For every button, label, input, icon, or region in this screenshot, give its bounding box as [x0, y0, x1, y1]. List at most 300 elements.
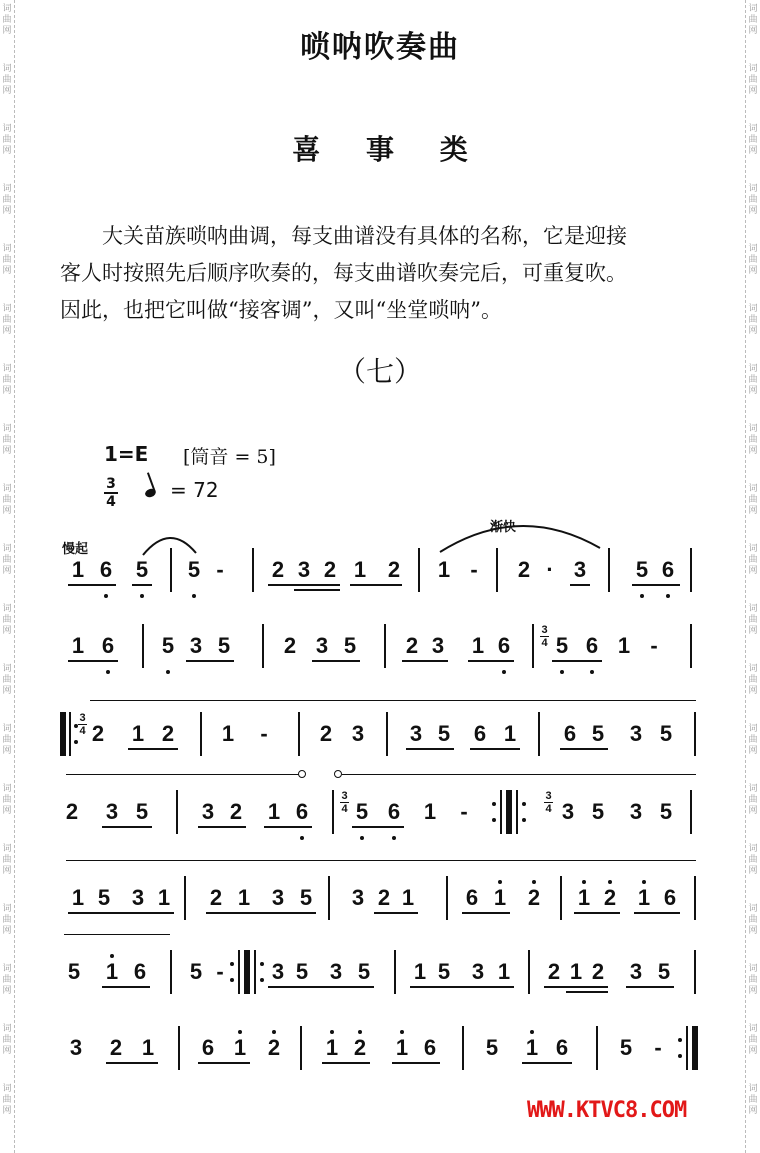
phrase-line [90, 700, 696, 701]
key-signature: 1=E [104, 442, 149, 466]
repeat-barline [244, 950, 250, 994]
beam [552, 660, 602, 662]
beam [560, 748, 608, 750]
low-octave-dot [640, 594, 644, 598]
beam [206, 912, 316, 914]
note: 1 [395, 1035, 409, 1060]
tuning-note: [筒音 = 5] [183, 446, 276, 468]
watermark-text: 词 曲 网 [2, 904, 12, 936]
beam [322, 1062, 370, 1064]
accelerando-annotation: 渐快 [490, 520, 517, 535]
beam [462, 912, 510, 914]
dash: - [460, 799, 468, 824]
note: 5 [187, 557, 201, 582]
note: 3 [471, 959, 485, 984]
repeat-dot [74, 740, 78, 744]
beam [626, 986, 674, 988]
notation-row-2 [60, 624, 700, 694]
repeat-barline [506, 790, 512, 834]
barline [560, 876, 562, 920]
phrase-line [66, 860, 696, 861]
note: 6 [555, 1035, 569, 1060]
note: 5 [295, 959, 309, 984]
note: 2 [91, 721, 105, 746]
high-octave-dot [582, 880, 586, 884]
time-signature-small: 3 4 [541, 624, 548, 649]
beam [102, 826, 152, 828]
watermark-text: 词 曲 网 [748, 964, 758, 996]
note: 6 [295, 799, 309, 824]
dash: - [216, 557, 224, 582]
watermark-text: 词 曲 网 [748, 904, 758, 936]
notation-row-6 [60, 960, 700, 1020]
barline [238, 950, 240, 994]
watermark-text: 词 曲 网 [2, 844, 12, 876]
note: 5 [343, 633, 357, 658]
barline [418, 548, 420, 592]
watermark-text: 词 曲 网 [748, 784, 758, 816]
dash: - [216, 959, 224, 984]
note: 3 [351, 721, 365, 746]
note: 3 [629, 959, 643, 984]
note: 6 [563, 721, 577, 746]
phrase-line [64, 934, 170, 935]
tie-end [298, 770, 306, 778]
barline [142, 624, 144, 668]
note: 2 [591, 959, 605, 984]
high-octave-dot [532, 880, 536, 884]
note: 3 [315, 633, 329, 658]
beam [570, 584, 590, 586]
description-line: 客人时按照先后顺序吹奏的，每支曲谱吹奏完后，可重复吹。 [60, 261, 627, 285]
high-octave-dot [330, 1030, 334, 1034]
watermark-text: 词 曲 网 [2, 604, 12, 636]
description-line: 大关苗族唢呐曲调，每支曲谱没有具体的名称，它是迎接 [102, 224, 627, 248]
note: 5 [437, 959, 451, 984]
note: 5 [189, 959, 203, 984]
note: 3 [69, 1035, 83, 1060]
note: 1 [471, 633, 485, 658]
low-octave-dot [666, 594, 670, 598]
watermark-text: 词 曲 网 [748, 4, 758, 36]
barline [532, 624, 534, 668]
note: 6 [585, 633, 599, 658]
note: 5 [659, 799, 673, 824]
barline [386, 712, 388, 756]
watermark-text: 词 曲 网 [2, 1084, 12, 1116]
dash: - [654, 1035, 662, 1060]
beam [312, 660, 360, 662]
barline [178, 1026, 180, 1070]
beam [470, 748, 520, 750]
note: 6 [661, 557, 675, 582]
beam [198, 1062, 250, 1064]
barline [298, 712, 300, 756]
watermark-text: 词 曲 网 [748, 1084, 758, 1116]
watermark-text: 词 曲 网 [2, 724, 12, 756]
barline [596, 1026, 598, 1070]
note: 5 [67, 959, 81, 984]
beam [544, 986, 608, 988]
watermark-text: 词 曲 网 [2, 184, 12, 216]
note: 1 [493, 885, 507, 910]
repeat-dot [522, 818, 526, 822]
note: 3 [105, 799, 119, 824]
tie-start [334, 770, 342, 778]
beam [128, 748, 178, 750]
high-octave-dot [608, 880, 612, 884]
beam [410, 986, 514, 988]
note: 6 [201, 1035, 215, 1060]
barline [384, 624, 386, 668]
barline [690, 790, 692, 834]
note: 1 [221, 721, 235, 746]
barline [446, 876, 448, 920]
watermark-text: 词 曲 网 [748, 844, 758, 876]
beam [102, 986, 150, 988]
note: 2 [109, 1035, 123, 1060]
note: 2 [209, 885, 223, 910]
note: 1 [401, 885, 415, 910]
start-slowly-annotation: 慢起 [62, 542, 89, 557]
note: 2 [547, 959, 561, 984]
watermark-text: 词 曲 网 [2, 484, 12, 516]
watermark-text: 词 曲 网 [2, 244, 12, 276]
note: 6 [497, 633, 511, 658]
note: 1 [131, 721, 145, 746]
note: 6 [663, 885, 677, 910]
description-line: 因此，也把它叫做“接客调”，又叫“坐堂唢呐”。 [60, 298, 502, 322]
note: 3 [297, 557, 311, 582]
barline [300, 1026, 302, 1070]
note: 6 [465, 885, 479, 910]
beam [574, 912, 620, 914]
repeat-dot [492, 802, 496, 806]
barline [690, 548, 692, 592]
repeat-dot [492, 818, 496, 822]
note: 6 [133, 959, 147, 984]
watermark-text: 词 曲 网 [2, 364, 12, 396]
note: 6 [101, 633, 115, 658]
high-octave-dot [110, 954, 114, 958]
note: 3 [131, 885, 145, 910]
note: 1 [617, 633, 631, 658]
barline [328, 876, 330, 920]
note: 3 [573, 557, 587, 582]
watermark-text: 词 曲 网 [2, 544, 12, 576]
barline [496, 548, 498, 592]
time-signature-small: 3 4 [79, 712, 86, 737]
note: 6 [423, 1035, 437, 1060]
watermark-text: 词 曲 网 [2, 1024, 12, 1056]
repeat-dot [678, 1054, 682, 1058]
watermark-text: 词 曲 网 [748, 1024, 758, 1056]
page-title: 唢呐吹奏曲 [300, 30, 460, 65]
note: 5 [657, 959, 671, 984]
note: 1 [413, 959, 427, 984]
dash: - [650, 633, 658, 658]
barline [170, 548, 172, 592]
watermark-text: 词 曲 网 [2, 664, 12, 696]
barline [170, 950, 172, 994]
barline [528, 950, 530, 994]
note: 1 [71, 885, 85, 910]
note: 5 [555, 633, 569, 658]
beam [632, 584, 680, 586]
barline [200, 712, 202, 756]
tempo-value: = 72 [170, 478, 219, 502]
section-subtitle: 喜 事 类 [292, 133, 486, 166]
watermark-text: 词 曲 网 [2, 124, 12, 156]
watermark-text: 词 曲 网 [748, 364, 758, 396]
high-octave-dot [498, 880, 502, 884]
note: 3 [629, 799, 643, 824]
phrase-line [342, 774, 696, 775]
note: 5 [135, 799, 149, 824]
watermark-text: 词 曲 网 [748, 484, 758, 516]
barline [694, 712, 696, 756]
note: 1 [325, 1035, 339, 1060]
note: 1 [105, 959, 119, 984]
beam [392, 1062, 440, 1064]
time-signature-small: 3 4 [545, 790, 552, 815]
note: 1 [353, 557, 367, 582]
note: 1 [497, 959, 511, 984]
note: 1 [233, 1035, 247, 1060]
high-octave-dot [272, 1030, 276, 1034]
note: 1 [267, 799, 281, 824]
beam [264, 826, 312, 828]
watermark-text: 词 曲 网 [748, 664, 758, 696]
note: 6 [387, 799, 401, 824]
low-octave-dot [106, 670, 110, 674]
note: 1 [503, 721, 517, 746]
note: 5 [635, 557, 649, 582]
beam [566, 991, 608, 993]
low-octave-dot [300, 836, 304, 840]
beam [468, 660, 514, 662]
watermark-text: 词 曲 网 [2, 964, 12, 996]
barline [462, 1026, 464, 1070]
beam [352, 826, 404, 828]
time-signature-top: 3 [104, 476, 118, 494]
note: 3 [561, 799, 575, 824]
beam [402, 660, 448, 662]
barline [686, 1026, 688, 1070]
time-signature-bottom: 4 [106, 494, 116, 510]
high-octave-dot [358, 1030, 362, 1034]
note: 2 [387, 557, 401, 582]
low-octave-dot [166, 670, 170, 674]
low-octave-dot [192, 594, 196, 598]
note: 5 [357, 959, 371, 984]
note: 2 [319, 721, 333, 746]
note: 1 [577, 885, 591, 910]
note: 5 [485, 1035, 499, 1060]
watermark-text: 词 曲 网 [2, 424, 12, 456]
dot: · [546, 557, 554, 582]
note: 2 [229, 799, 243, 824]
beam [186, 660, 234, 662]
note: 5 [591, 721, 605, 746]
low-octave-dot [590, 670, 594, 674]
dash: - [470, 557, 478, 582]
note: 2 [161, 721, 175, 746]
note: 3 [409, 721, 423, 746]
note: 2 [405, 633, 419, 658]
note: 1 [525, 1035, 539, 1060]
repeat-dot [522, 802, 526, 806]
barline [694, 876, 696, 920]
repeat-start-barline [60, 712, 66, 756]
watermark-text: 词 曲 网 [2, 784, 12, 816]
barline [332, 790, 334, 834]
barline [538, 712, 540, 756]
low-octave-dot [560, 670, 564, 674]
watermark-text: 词 曲 网 [2, 4, 12, 36]
watermark-text: 词 曲 网 [748, 124, 758, 156]
phrase-line [66, 774, 300, 775]
barline [608, 548, 610, 592]
note: 5 [97, 885, 111, 910]
low-octave-dot [502, 670, 506, 674]
barline [262, 624, 264, 668]
note: 1 [423, 799, 437, 824]
note: 3 [271, 885, 285, 910]
repeat-dot [260, 962, 264, 966]
low-octave-dot [140, 594, 144, 598]
note: 2 [527, 885, 541, 910]
site-logo: WWW.KTVC8.COM [527, 1098, 687, 1123]
notation-row-4 [60, 790, 700, 860]
watermark-text: 词 曲 网 [748, 724, 758, 756]
beam [132, 584, 152, 586]
barline [184, 876, 186, 920]
beam [68, 584, 116, 586]
high-octave-dot [400, 1030, 404, 1034]
note: 2 [353, 1035, 367, 1060]
beam [68, 660, 118, 662]
watermark-text: 词 曲 网 [748, 424, 758, 456]
note: 3 [629, 721, 643, 746]
watermark-text: 词 曲 网 [748, 64, 758, 96]
beam [374, 912, 418, 914]
repeat-dot [678, 1038, 682, 1042]
note: 2 [603, 885, 617, 910]
notation-row-7 [60, 1036, 700, 1096]
note: 3 [201, 799, 215, 824]
note: 1 [637, 885, 651, 910]
beam [294, 589, 340, 591]
high-octave-dot [530, 1030, 534, 1034]
watermark-text: 词 曲 网 [748, 604, 758, 636]
barline [69, 712, 71, 756]
watermark-text: 词 曲 网 [748, 184, 758, 216]
repeat-dot [230, 962, 234, 966]
note: 2 [267, 1035, 281, 1060]
watermark-text: 词 曲 网 [2, 304, 12, 336]
note: 5 [659, 721, 673, 746]
barline [516, 790, 518, 834]
note: 2 [517, 557, 531, 582]
beam [68, 912, 174, 914]
note: 2 [283, 633, 297, 658]
barline [500, 790, 502, 834]
repeat-dot [260, 978, 264, 982]
note: 3 [431, 633, 445, 658]
beam [106, 1062, 158, 1064]
note: 2 [377, 885, 391, 910]
beam [268, 986, 374, 988]
note: 6 [473, 721, 487, 746]
note: 1 [157, 885, 171, 910]
note: 1 [437, 557, 451, 582]
beam [522, 1062, 572, 1064]
watermark-text: 词 曲 网 [2, 64, 12, 96]
note: 1 [569, 959, 583, 984]
note: 6 [99, 557, 113, 582]
beam [634, 912, 680, 914]
beam [268, 584, 340, 586]
note: 3 [189, 633, 203, 658]
notation-row-3 [60, 712, 700, 782]
watermark-text: 词 曲 网 [748, 544, 758, 576]
note: 1 [71, 557, 85, 582]
note: 5 [437, 721, 451, 746]
note: 5 [135, 557, 149, 582]
note: 3 [271, 959, 285, 984]
high-octave-dot [642, 880, 646, 884]
note: 1 [71, 633, 85, 658]
time-signature-small: 3 4 [341, 790, 348, 815]
note: 5 [619, 1035, 633, 1060]
beam [406, 748, 454, 750]
piece-number: （七） [337, 355, 422, 388]
repeat-dot [230, 978, 234, 982]
watermark-text: 词 曲 网 [748, 304, 758, 336]
barline [690, 624, 692, 668]
note: 2 [271, 557, 285, 582]
watermark-text: 词 曲 网 [748, 244, 758, 276]
beam [198, 826, 246, 828]
low-octave-dot [360, 836, 364, 840]
low-octave-dot [392, 836, 396, 840]
note: 5 [217, 633, 231, 658]
note: 5 [161, 633, 175, 658]
note: 3 [329, 959, 343, 984]
barline [176, 790, 178, 834]
note: 1 [237, 885, 251, 910]
high-octave-dot [238, 1030, 242, 1034]
note: 5 [591, 799, 605, 824]
barline [254, 950, 256, 994]
final-barline [692, 1026, 698, 1070]
note: 2 [323, 557, 337, 582]
note: 1 [141, 1035, 155, 1060]
beam [350, 584, 402, 586]
barline [394, 950, 396, 994]
note: 2 [65, 799, 79, 824]
barline [252, 548, 254, 592]
low-octave-dot [104, 594, 108, 598]
note: 3 [351, 885, 365, 910]
note: 5 [299, 885, 313, 910]
notation-row-1 [60, 558, 700, 618]
note: 5 [355, 799, 369, 824]
slur [440, 526, 600, 552]
barline [694, 950, 696, 994]
notation-row-5 [60, 886, 700, 946]
